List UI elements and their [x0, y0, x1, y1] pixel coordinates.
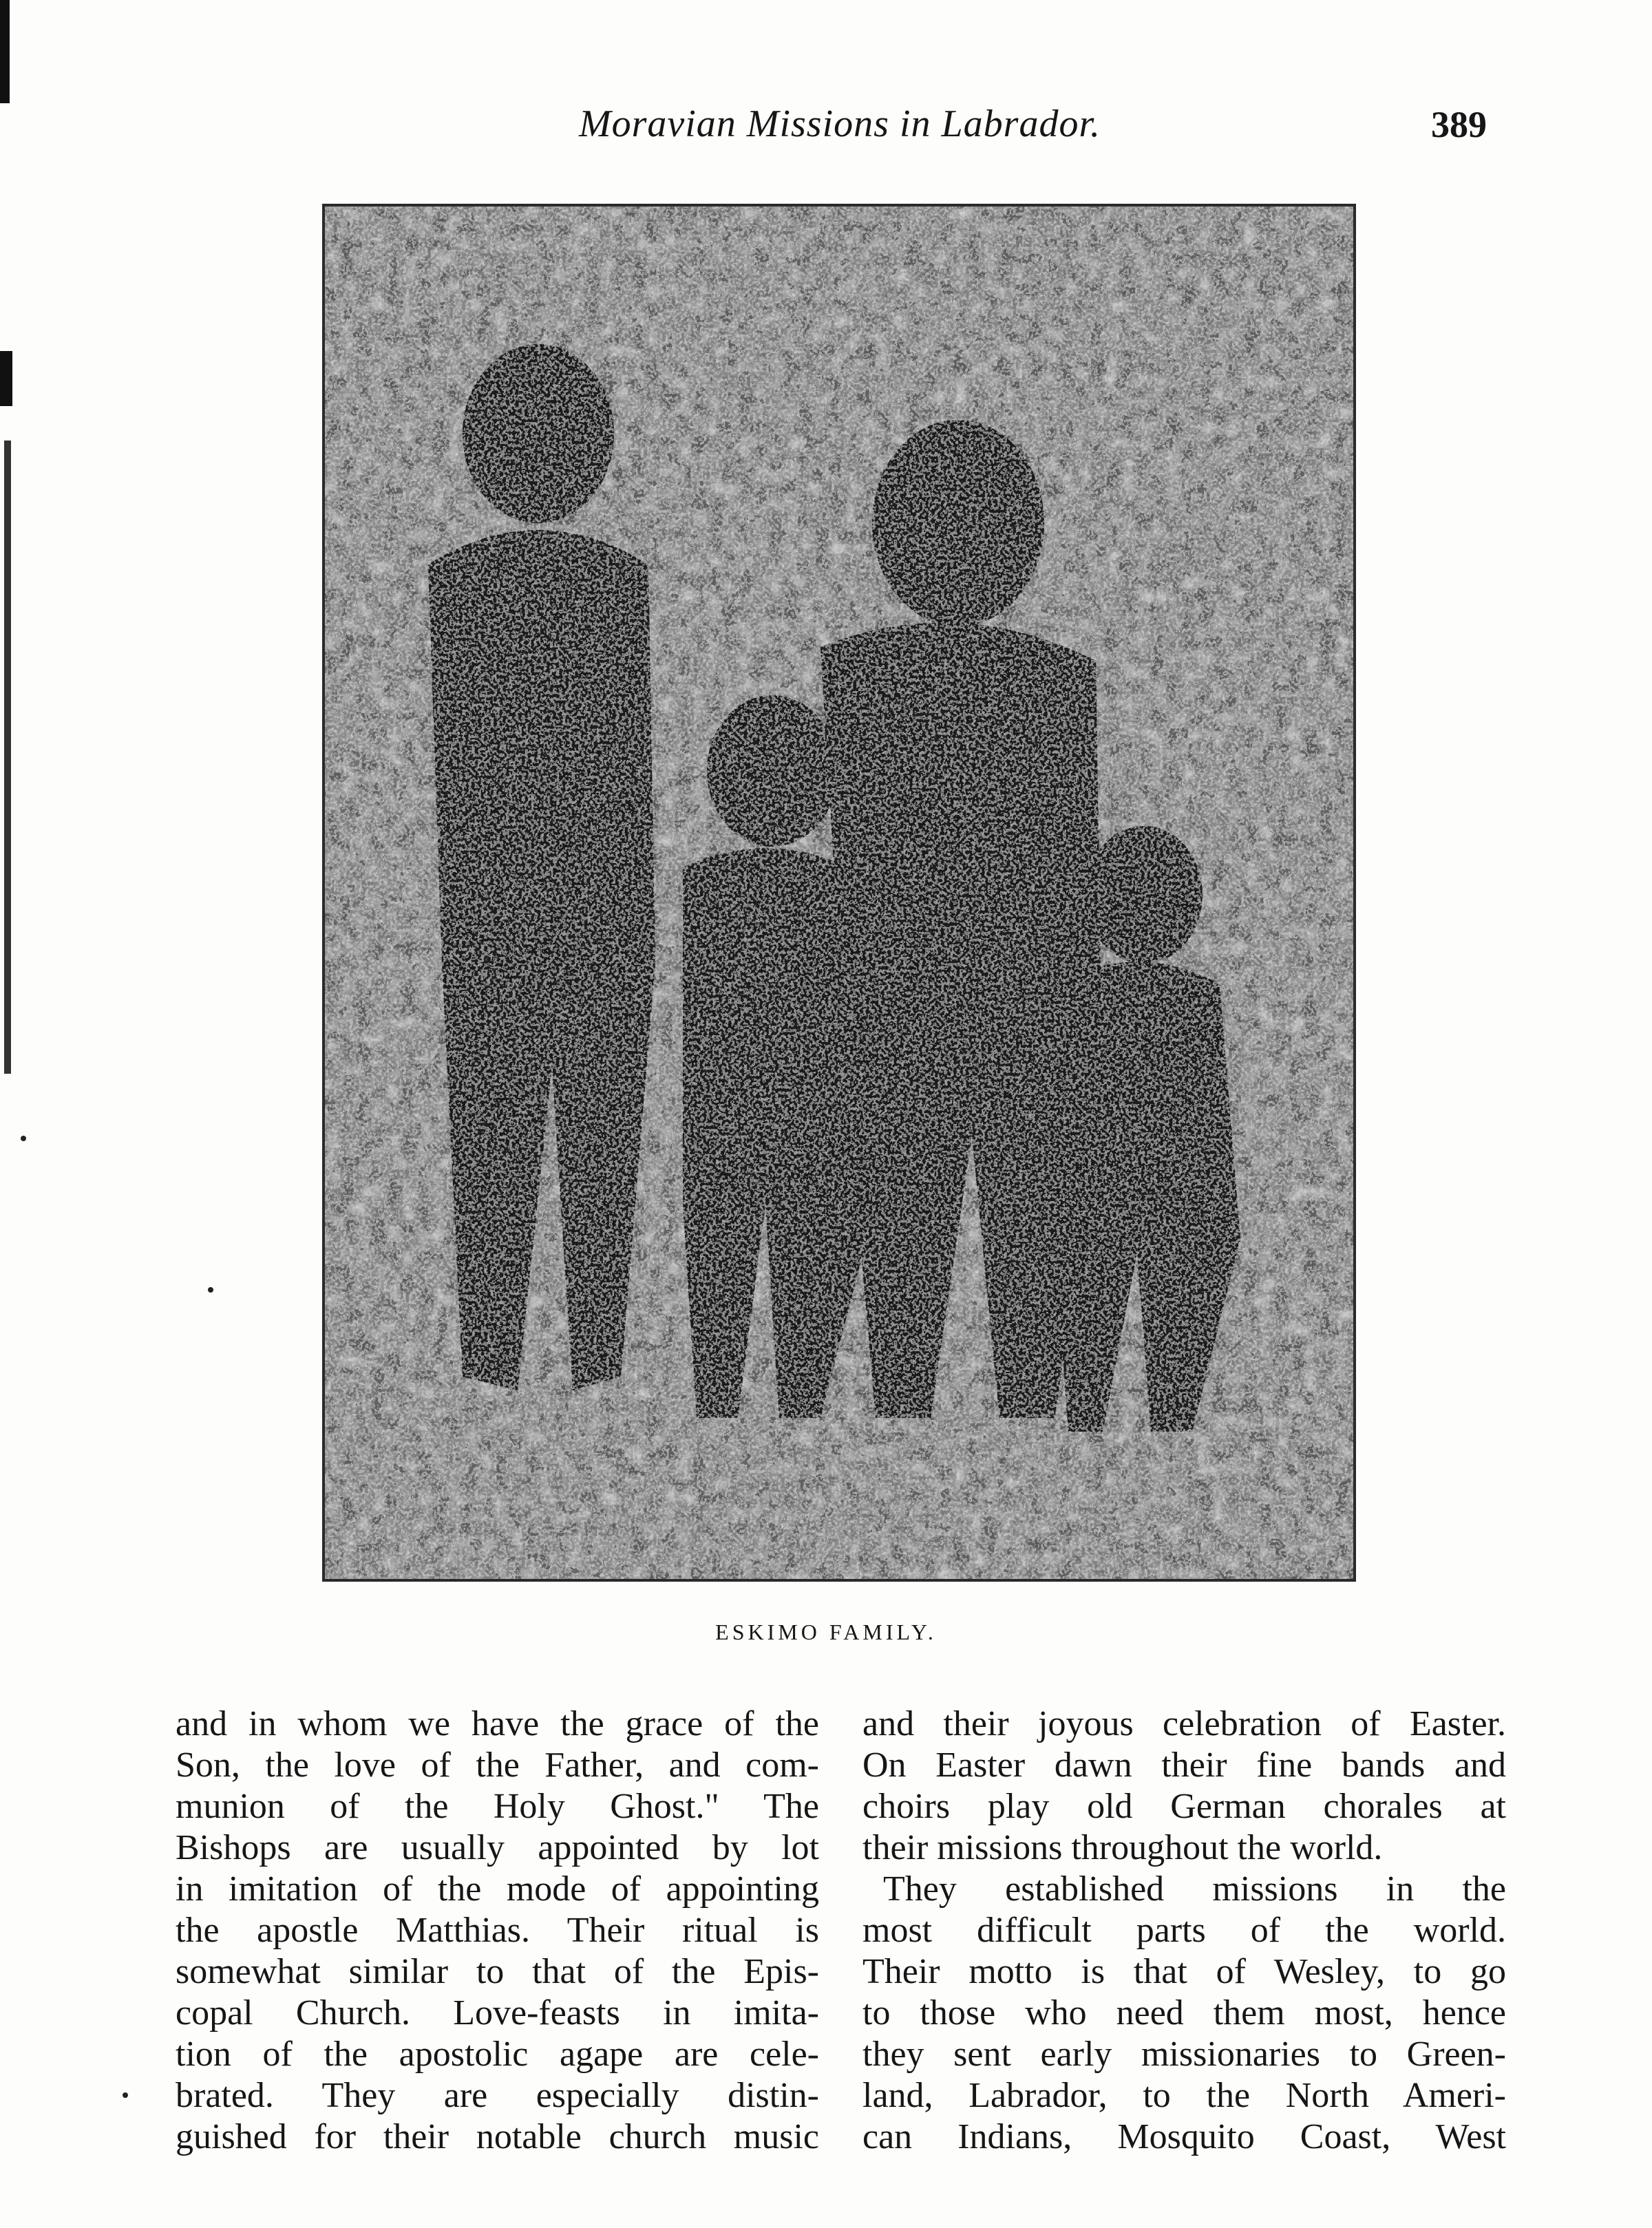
text-line: copal Church. Love-feasts in imita-	[176, 1993, 819, 2033]
text-line: choirs play old German chorales at	[862, 1787, 1506, 1826]
text-line: in imitation of the mode of appointing	[176, 1869, 819, 1909]
text-line: somewhat similar to that of the Epis-	[176, 1952, 819, 1991]
figure-caption: ESKIMO FAMILY.	[715, 1620, 937, 1644]
body-right-column	[862, 1704, 1506, 2158]
text-line: their missions throughout the world.	[862, 1828, 1383, 1867]
photo-halftone	[325, 206, 1353, 1579]
text-line: munion of the Holy Ghost." The	[176, 1787, 819, 1826]
text-line: to those who need them most, hence	[862, 1993, 1506, 2033]
text-line: land, Labrador, to the North Ameri-	[862, 2076, 1506, 2115]
scan-speck	[208, 1287, 213, 1293]
text-line: and their joyous celebration of Easter.	[862, 1704, 1506, 1743]
running-title: Moravian Missions in Labrador.	[578, 103, 1101, 145]
scan-speck	[123, 2092, 128, 2098]
text-line: Son, the love of the Father, and com-	[176, 1746, 819, 1785]
scan-speck	[21, 1136, 26, 1141]
margin-scan-mark	[0, 351, 12, 406]
text-line: brated. They are especially distin-	[176, 2076, 819, 2115]
text-line: Their motto is that of Wesley, to go	[862, 1952, 1506, 1991]
text-line: On Easter dawn their fine bands and	[862, 1746, 1506, 1785]
page-number: 389	[1431, 104, 1487, 145]
text-line: Bishops are usually appointed by lot	[176, 1828, 819, 1867]
text-line: the apostle Matthias. Their ritual is	[176, 1911, 819, 1950]
margin-scan-mark	[0, 0, 10, 103]
text-line: guished for their notable church music	[176, 2117, 819, 2156]
text-line: most difficult parts of the world.	[862, 1911, 1506, 1950]
paragraph-start-line: They established missions in the	[883, 1869, 1506, 1909]
text-line: they sent early missionaries to Green-	[862, 2035, 1506, 2074]
eskimo-family-photograph	[322, 204, 1356, 1582]
body-left-column	[176, 1704, 819, 2158]
text-line: can Indians, Mosquito Coast, West	[862, 2117, 1506, 2156]
text-line: and in whom we have the grace of the	[176, 1704, 819, 1743]
margin-scan-mark	[4, 441, 11, 1074]
text-line: tion of the apostolic agape are cele-	[176, 2035, 819, 2074]
